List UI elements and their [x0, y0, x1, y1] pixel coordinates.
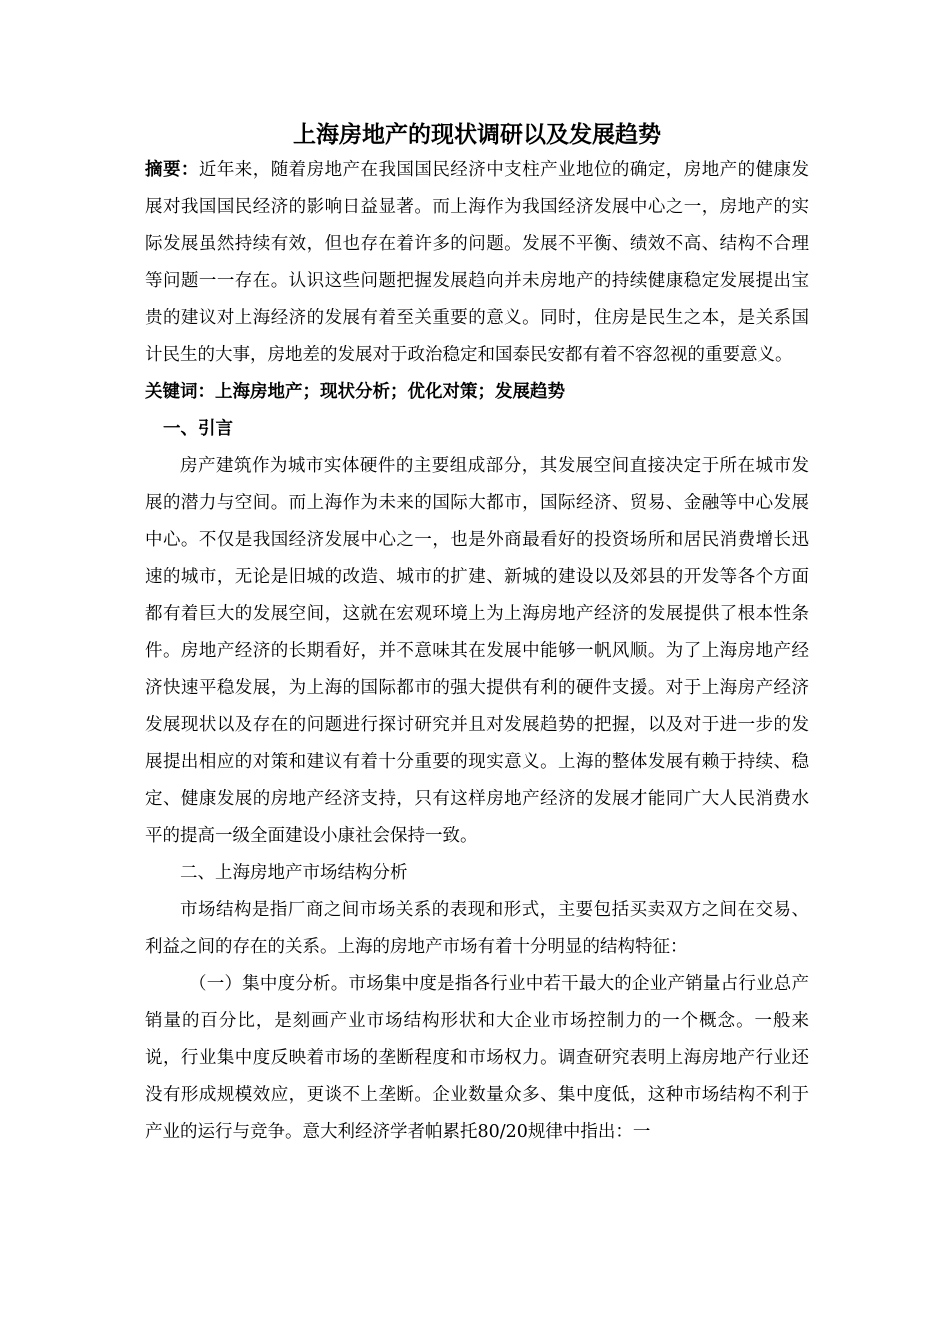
section-heading-market-structure: 二、上海房地产市场结构分析	[180, 863, 408, 883]
concentration-paragraph: （一）集中度分析。市场集中度是指各行业中若干最大的企业产销量占行业总产销量的百分比，是刻画产业市场结构形状和大企业市场控制力的一个概念。一般来说，行业集中度反映着市场的垄断程度和市场权力。调查研究表明上海房地产行业还没有形成规模效应，更谈不上垄断。企业数量众多、集中度低，这种市场结构不利于产业的运行与竞争。意大利经济学者帕累托80/20规律中指出：一	[145, 974, 809, 1142]
abstract-text: 近年来，随着房地产在我国国民经济中支柱产业地位的确定，房地产的健康发展对我国国民经济的影响日益显著。而上海作为我国经济发展中心之一，房地产的实际发展虽然持续有效，但也存在着许多的问题。发展不平衡、绩效不高、结构不合理等问题一一存在。认识这些问题把握发展趋向并未房地产的持续健康稳定发展提出宝贵的建议对上海经济的发展有着至关重要的意义。同时，住房是民生之本，是关系国计民生的大事，房地差的发展对于政治稳定和国泰民安都有着不容忽视的重要意义。	[145, 160, 809, 365]
document-page	[145, 118, 809, 1151]
intro-paragraph: 房产建筑作为城市实体硬件的主要组成部分，其发展空间直接决定于所在城市发展的潜力与空间。而上海作为未来的国际大都市，国际经济、贸易、金融等中心发展中心。不仅是我国经济发展中心之一，也是外商最看好的投资场所和居民消费增长迅速的城市，无论是旧城的改造、城市的扩建、新城的建设以及郊县的开发等各个方面都有着巨大的发展空间，这就在宏观环境上为上海房地产经济的发展提供了根本性条件。房地产经济的长期看好，并不意味其在发展中能够一帆风顺。为了上海房地产经济快速平稳发展，为上海的国际都市的强大提供有利的硬件支援。对于上海房产经济发展现状以及存在的问题进行探讨研究并且对发展趋势的把握，以及对于进一步的发展提出相应的对策和建议有着十分重要的现实意义。上海的整体发展有赖于持续、稳定、健康发展的房地产经济支持，只有这样房地产经济的发展才能同广大人民消费水平的提高一级全面建设小康社会保持一致。	[145, 456, 809, 846]
keywords-line: 关键词：上海房地产；现状分析；优化对策；发展趋势	[145, 382, 565, 402]
abstract-label: 摘要：	[145, 160, 199, 180]
section-heading-intro: 一、引言	[163, 419, 233, 439]
market-structure-paragraph: 市场结构是指厂商之间市场关系的表现和形式，主要包括买卖双方之间在交易、利益之间的存在的关系。上海的房地产市场有着十分明显的结构特征：	[145, 900, 809, 957]
page-title: 上海房地产的现状调研以及发展趋势	[293, 122, 661, 148]
abstract-paragraph	[145, 152, 809, 374]
